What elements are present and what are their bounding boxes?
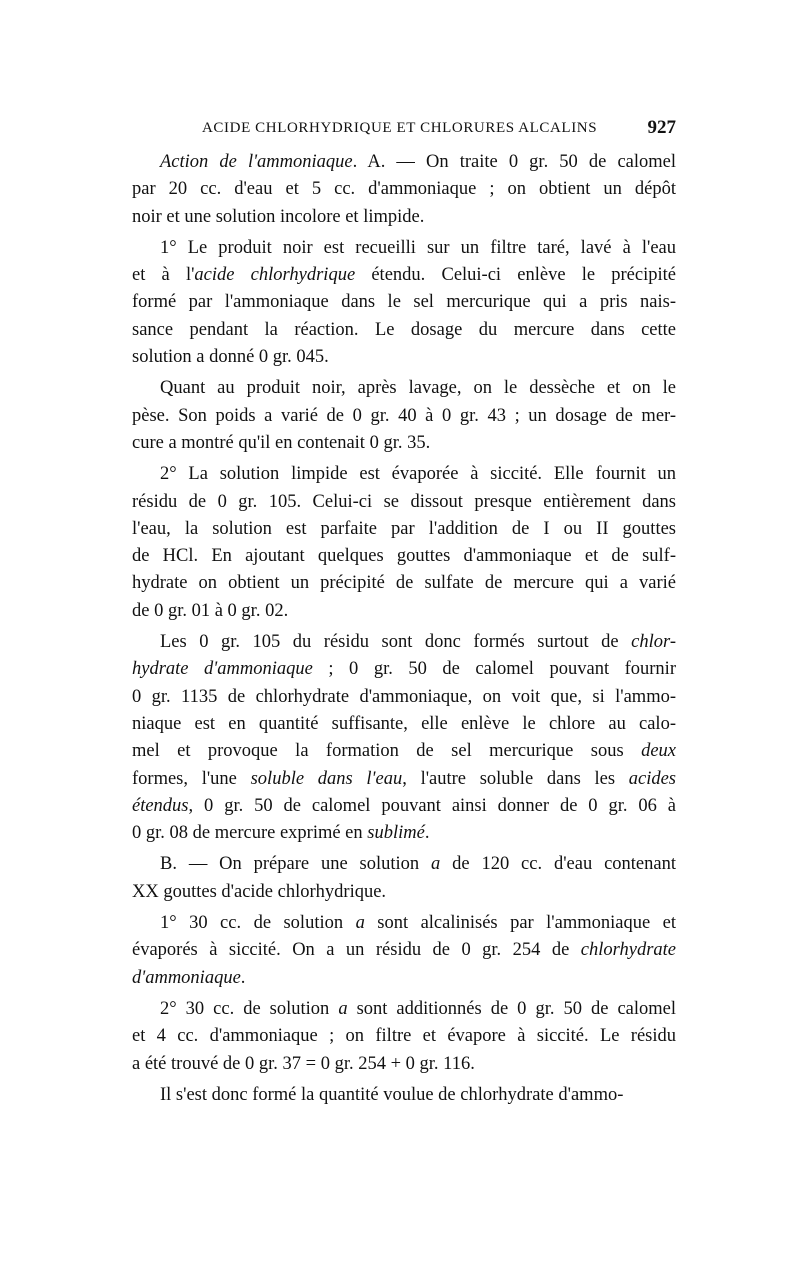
paragraph (132, 1082, 676, 1109)
italic-run: Action de l'ammoniaque (160, 152, 353, 172)
italic-run: a (431, 854, 441, 875)
text-line (132, 1023, 676, 1050)
text-run: sont alcalinisés par l'ammoniaque et (364, 913, 676, 934)
text-line (132, 204, 676, 231)
text-run: XX gouttes d'acide chlorhydrique. (132, 881, 387, 902)
text-run: étendu. Celui-ci enlève le précipité (355, 265, 676, 286)
text-run: niaque est en quantité suffisante, elle enlève le chlore au calo- (132, 713, 676, 734)
text-line (132, 570, 676, 597)
paragraph (132, 149, 676, 231)
text-run: et à l' (132, 265, 195, 286)
italic-run: d'ammoniaque (132, 967, 241, 988)
text-run: 0 gr. 1135 de chlorhydrate d'ammoniaque, on voit que, si l'ammo- (132, 686, 676, 707)
text-run: sance pendant la réaction. Le dosage du mercure dans cette (132, 319, 676, 340)
text-line (132, 149, 676, 176)
text-line (132, 656, 676, 683)
text-run: 0 gr. 08 de mercure exprimé en (132, 823, 368, 844)
paragraph (132, 235, 676, 371)
text-line (132, 1082, 676, 1109)
text-run: mel et provoque la formation de sel mercurique sous (132, 741, 642, 762)
text-line (132, 344, 676, 371)
text-line (132, 403, 676, 430)
running-title: ACIDE CHLORHYDRIQUE ET CHLORURES ALCALINS (202, 120, 598, 136)
text-run: formé par l'ammoniaque dans le sel mercurique qui a pris nais- (132, 292, 676, 313)
text-run: formes, l'une (132, 768, 251, 789)
paragraph (132, 375, 676, 457)
text-run: 2° La solution limpide est évaporée à siccité. Elle fournit un (160, 464, 676, 485)
text-run: Il s'est donc formé la quantité voulue de chlorhydrate d'ammo- (160, 1084, 624, 1105)
text-run: cure a montré qu'il en contenait 0 gr. 35. (132, 432, 431, 453)
text-line (132, 937, 676, 964)
text-line (132, 430, 676, 457)
text-run: et 4 cc. d'ammoniaque ; on filtre et évapore à siccité. Le résidu (132, 1026, 676, 1047)
paragraph (132, 996, 676, 1078)
italic-run: soluble dans l'eau (250, 768, 403, 789)
paragraph (132, 629, 676, 847)
paragraph (132, 910, 676, 992)
italic-run: chlorhydrate (580, 940, 676, 961)
text-line (132, 738, 676, 765)
text-run: hydrate on obtient un précipité de sulfate de mercure qui a varié (132, 573, 676, 594)
text-line (132, 461, 676, 488)
text-run: pèse. Son poids a varié de 0 gr. 40 à 0 gr. 43 ; un dosage de mer- (132, 405, 676, 426)
text-line (132, 1051, 676, 1078)
text-line (132, 289, 676, 316)
italic-run: hydrate d'ammoniaque (132, 659, 313, 680)
italic-run: étendus (132, 795, 189, 816)
text-run: de 120 cc. d'eau contenant (440, 854, 676, 875)
text-run: . (424, 823, 430, 844)
body-text (132, 149, 676, 1113)
text-line (132, 996, 676, 1023)
text-line (132, 879, 676, 906)
running-head (132, 118, 676, 140)
text-run: de HCl. En ajoutant quelques gouttes d'ammoniaque et de sulf- (132, 546, 676, 567)
text-run: , l'autre soluble dans les (402, 768, 629, 789)
text-run: a été trouvé de 0 gr. 37 = 0 gr. 254 + 0 gr. 116. (132, 1053, 475, 1074)
text-run: l'eau, la solution est parfaite par l'addition de I ou II gouttes (132, 518, 676, 539)
text-line (132, 262, 676, 289)
text-line (132, 965, 676, 992)
text-run: noir et une solution incolore et limpide. (132, 206, 425, 227)
text-run: par 20 cc. d'eau et 5 cc. d'ammoniaque ; on obtient un dépôt (132, 179, 676, 200)
text-run: Quant au produit noir, après lavage, on le dessèche et on le (160, 378, 676, 399)
text-line (132, 793, 676, 820)
text-line (132, 820, 676, 847)
text-run: . A. — On traite 0 gr. 50 de calomel (352, 152, 677, 172)
paragraph (132, 461, 676, 625)
text-run: . (240, 967, 246, 988)
text-line (132, 851, 676, 878)
italic-run: a (355, 913, 365, 934)
italic-run: deux (641, 741, 676, 762)
text-line (132, 711, 676, 738)
text-run: B. — On prépare une solution (160, 854, 432, 875)
text-run: 1° 30 cc. de solution (160, 913, 356, 934)
text-line (132, 235, 676, 262)
text-line (132, 317, 676, 344)
text-line (132, 684, 676, 711)
text-line (132, 629, 676, 656)
page-number: 927 (647, 117, 676, 138)
text-line (132, 176, 676, 203)
italic-run: chlor- (631, 632, 676, 653)
text-line (132, 766, 676, 793)
text-run: sont additionnés de 0 gr. 50 de calomel (347, 998, 676, 1019)
text-line (132, 598, 676, 625)
text-line (132, 516, 676, 543)
text-line (132, 375, 676, 402)
italic-run: acides (628, 768, 677, 789)
text-run: solution a donné 0 gr. 045. (132, 347, 329, 368)
text-line (132, 910, 676, 937)
paragraph (132, 851, 676, 906)
text-line (132, 543, 676, 570)
text-run: ; 0 gr. 50 de calomel pouvant fournir (312, 659, 676, 680)
italic-run: sublimé (367, 823, 425, 844)
italic-run: acide chlorhydrique (194, 265, 356, 286)
text-run: évaporés à siccité. On a un résidu de 0 gr. 254 de (132, 940, 581, 961)
text-run: , 0 gr. 50 de calomel pouvant ainsi donner de 0 gr. 06 à (188, 795, 676, 816)
text-run: de 0 gr. 01 à 0 gr. 02. (132, 600, 289, 621)
text-run: 2° 30 cc. de solution (160, 998, 339, 1019)
text-run: 1° Le produit noir est recueilli sur un filtre taré, lavé à l'eau (160, 237, 676, 258)
text-line (132, 489, 676, 516)
italic-run: a (338, 998, 348, 1019)
text-run: résidu de 0 gr. 105. Celui-ci se dissout presque entièrement dans (132, 491, 676, 512)
text-run: Les 0 gr. 105 du résidu sont donc formés surtout de (160, 632, 632, 653)
